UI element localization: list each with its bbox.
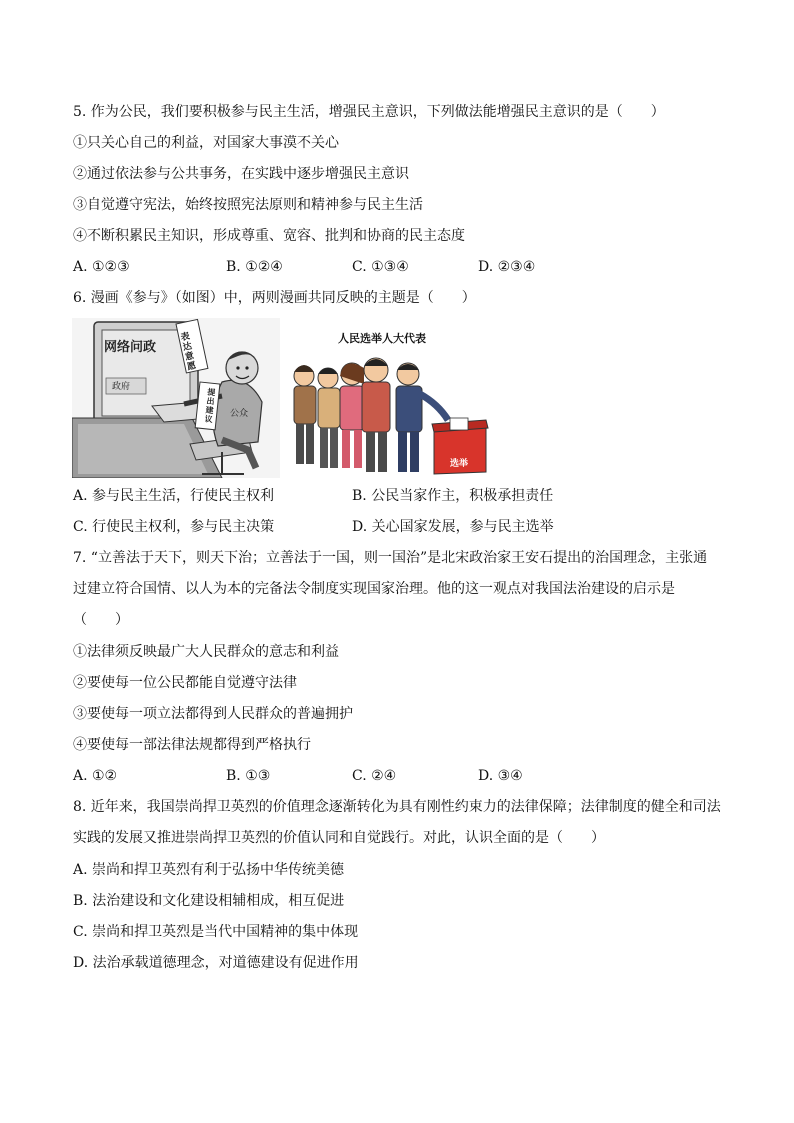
q7-option-a: A. ①②: [73, 768, 118, 784]
q6-stem: 6. 漫画《参与》（如图）中，两则漫画共同反映的主题是（ ）: [73, 290, 476, 306]
q7-item-2: ②要使每一位公民都能自觉遵守法律: [73, 675, 297, 691]
q5-option-a: A. ①②③: [73, 259, 130, 275]
cartoon-election: [282, 318, 492, 478]
cartoon-paper-express: 表达意愿: [179, 331, 198, 373]
cartoon-desk-label: 政府: [112, 382, 131, 392]
q7-item-3: ③要使每一项立法都得到人民群众的普遍拥护: [73, 706, 353, 722]
q7-item-1: ①法律须反映最广大人民群众的意志和利益: [73, 644, 339, 660]
q8-option-c: C. 崇尚和捍卫英烈是当代中国精神的集中体现: [73, 924, 359, 940]
cartoon-person-label: 公众: [230, 409, 249, 419]
q8-option-a: A. 崇尚和捍卫英烈有利于弘扬中华传统美德: [73, 862, 345, 878]
q6-option-a: A. 参与民主生活，行使民主权利: [73, 488, 275, 504]
q5-stem: 5. 作为公民，我们要积极参与民主生活，增强民主意识，下列做法能增强民主意识的是（ ）: [73, 104, 665, 120]
cartoon-paper-suggest: 提出建议: [204, 387, 216, 425]
q5-item-1: ①只关心自己的利益，对国家大事漠不关心: [73, 135, 339, 151]
q6-option-d: D. 关心国家发展，参与民主选举: [352, 519, 554, 535]
q5-option-b: B. ①②④: [226, 259, 283, 275]
q8-stem-line1: 8. 近年来，我国崇尚捍卫英烈的价值理念逐渐转化为具有刚性约束力的法律保障；法律制度的健全和司法: [73, 799, 721, 815]
q8-stem-line2: 实践的发展又推进崇尚捍卫英烈的价值认同和自觉践行。对此，认识全面的是（ ）: [73, 830, 605, 846]
q7-option-b: B. ①③: [226, 768, 271, 784]
q8-option-d: D. 法治承载道德理念，对道德建设有促进作用: [73, 955, 359, 971]
q7-option-d: D. ③④: [478, 768, 523, 784]
q7-stem-line1: 7. “立善法于天下，则天下治；立善法于一国，则一国治”是北宋政治家王安石提出的治国理念，主张通: [73, 550, 708, 566]
q7-stem-line2: 过建立符合国情、以人为本的完备法令制度实现国家治理。他的这一观点对我国法治建设的启示是: [73, 581, 675, 597]
q7-stem-line3: （ ）: [73, 612, 129, 628]
q6-option-b: B. 公民当家作主，积极承担责任: [352, 488, 554, 504]
q5-item-2: ②通过依法参与公共事务，在实践中逐步增强民主意识: [73, 166, 409, 182]
q6-option-c: C. 行使民主权利，参与民主决策: [73, 519, 275, 535]
q8-option-b: B. 法治建设和文化建设相辅相成，相互促进: [73, 893, 345, 909]
cartoon-online-governance: [72, 318, 280, 478]
q5-item-3: ③自觉遵守宪法，始终按照宪法原则和精神参与民主生活: [73, 197, 423, 213]
q5-option-d: D. ②③④: [478, 259, 536, 275]
cartoon-election-title: 人民选举人大代表: [338, 332, 426, 345]
q7-option-c: C. ②④: [352, 768, 397, 784]
q7-item-4: ④要使每一部法律法规都得到严格执行: [73, 737, 311, 753]
q5-item-4: ④不断积累民主知识，形成尊重、宽容、批判和协商的民主态度: [73, 228, 465, 244]
q5-option-c: C. ①③④: [352, 259, 409, 275]
cartoon-screen-text: 网络问政: [104, 340, 157, 355]
ballot-box-label: 选举: [450, 459, 469, 469]
